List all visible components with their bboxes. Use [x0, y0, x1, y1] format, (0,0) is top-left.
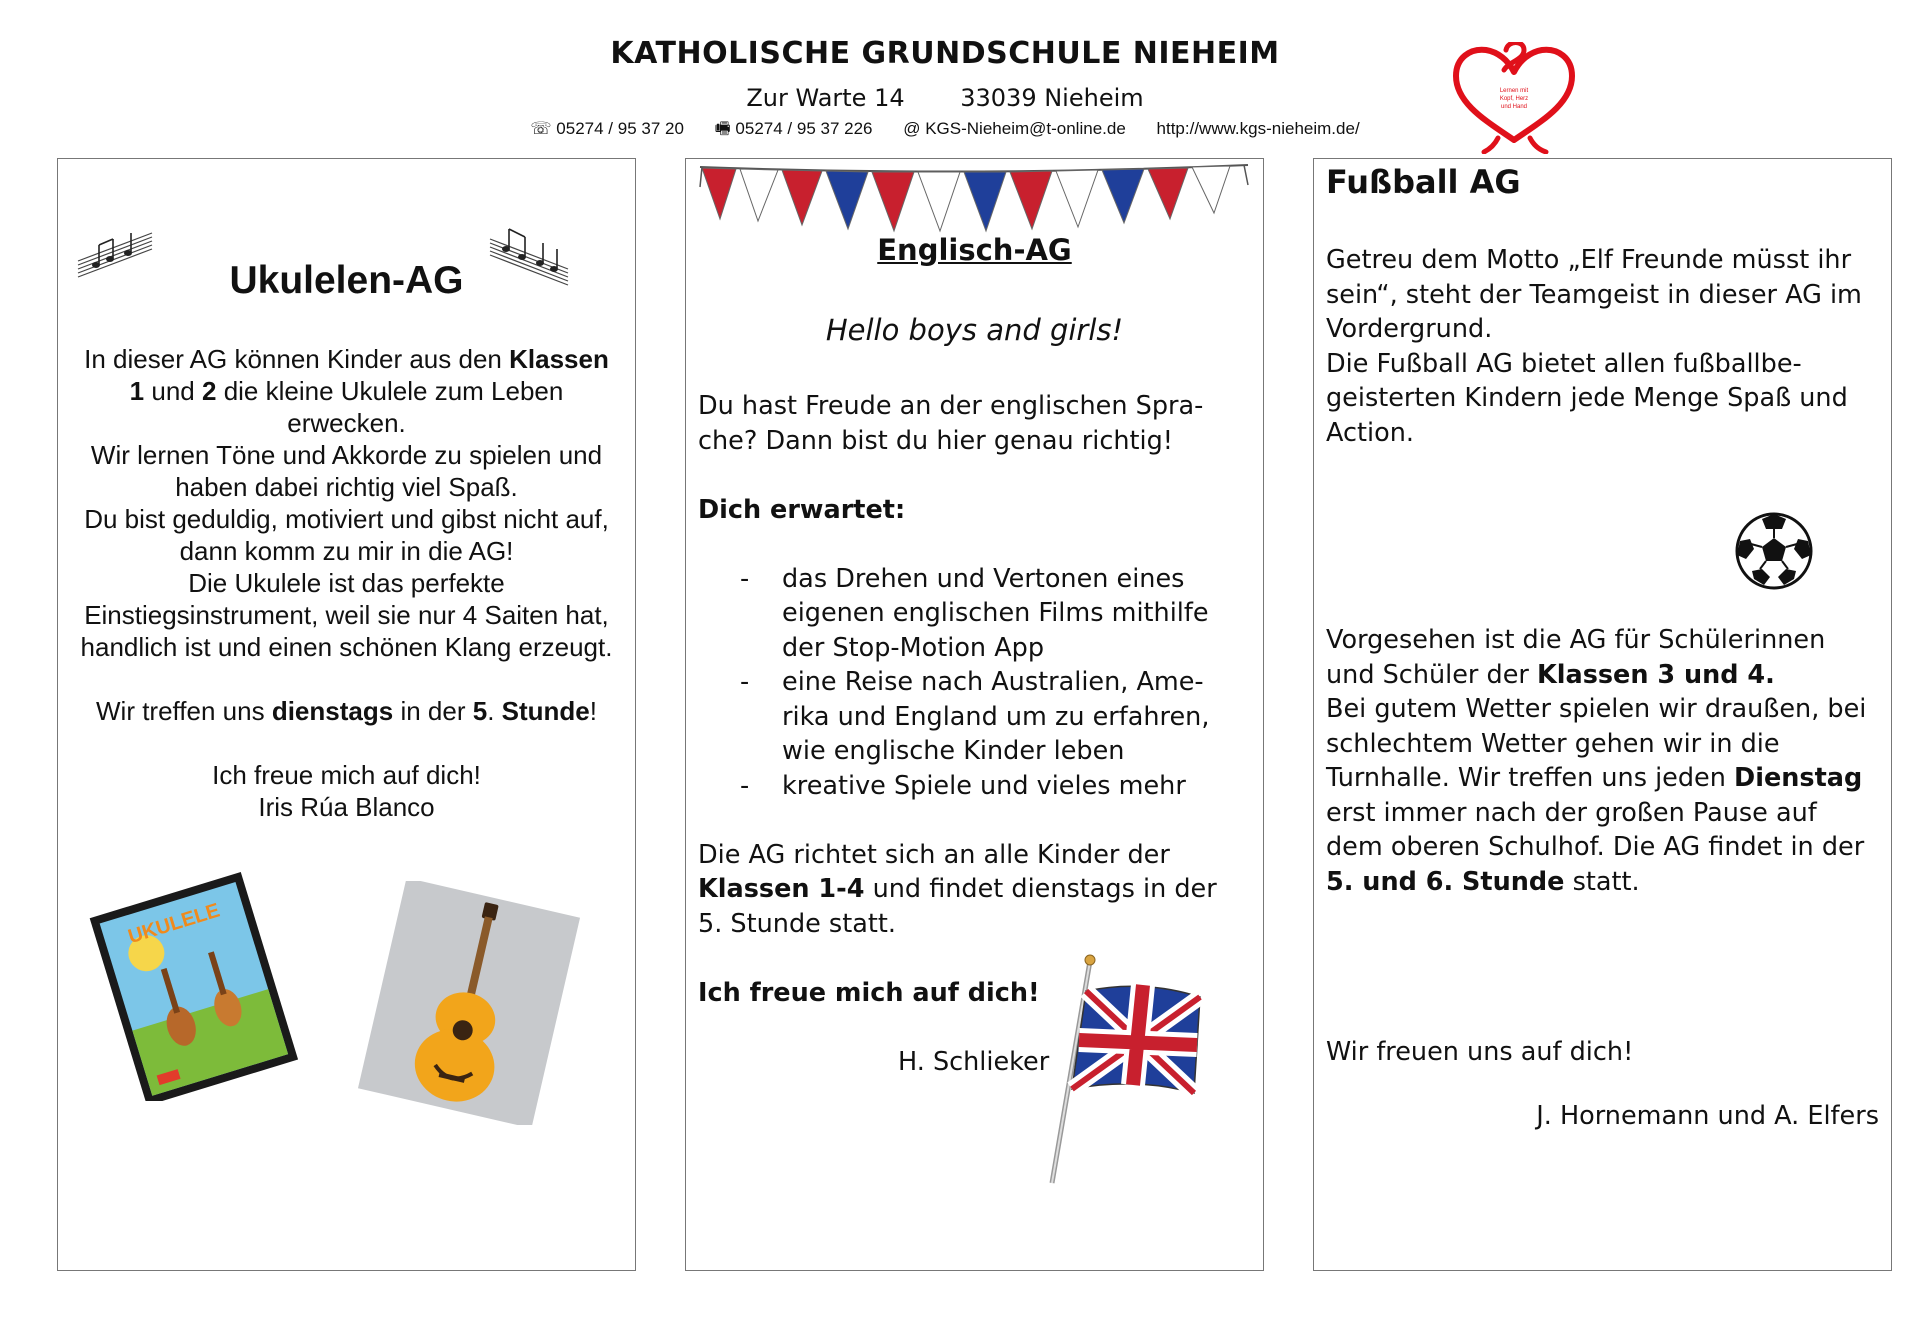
phone-number: ☏ 05274 / 95 37 20	[530, 119, 684, 138]
meet-lesson-number: 5	[472, 696, 488, 726]
ukulele-grade-1: Klassen 1	[129, 344, 609, 406]
ukulele-paragraph-4: Die Ukulele ist das perfekte Einstiegsinstrument, weil sie nur 4 Saiten hat, handlich ist und einen schönen Klang erzeugt.	[80, 568, 613, 662]
football-greeting: Wir freuen uns auf dich!	[1326, 1037, 1634, 1067]
meet-exclamation: !	[589, 696, 597, 726]
meet-text: Wir treffen uns	[96, 696, 265, 726]
english-grades: Klassen 1-4	[698, 874, 865, 904]
football-paragraph-2: Die Fußball AG bietet allen fußballbe-geisterten Kindern jede Menge Spaß und Action.	[1326, 348, 1848, 448]
football-target-group	[1326, 623, 1879, 692]
ukulele-intro-end: die kleine Ukulele zum Leben erwecken.	[223, 376, 564, 438]
english-title: Englisch-AG	[877, 233, 1072, 267]
ukulele-teacher: Iris Rúa Blanco	[258, 792, 435, 822]
football-panel	[1313, 158, 1892, 1271]
meet-dot: .	[487, 696, 495, 726]
bunting-garland-icon	[698, 161, 1250, 241]
english-description	[698, 389, 1249, 1010]
school-name: KATHOLISCHE GRUNDSCHULE NIEHEIM	[610, 36, 1280, 71]
english-target-end: und findet dienstags in der 5. Stunde statt.	[698, 874, 1217, 939]
union-jack-flag-icon	[1048, 953, 1230, 1189]
ukulele-closing: Ich freue mich auf dich!	[212, 760, 481, 790]
school-address	[0, 84, 1890, 112]
list-item: - kreative Spiele und vieles mehr	[698, 769, 1249, 804]
letterhead	[0, 0, 1920, 150]
ukulele-grade-2: 2	[201, 376, 217, 406]
ukulele-instrument-photo	[358, 881, 580, 1125]
ukulele-panel	[57, 158, 636, 1271]
ukulele-paragraph-2: Wir lernen Töne und Akkorde zu spielen und haben dabei richtig viel Spaß.	[90, 440, 603, 502]
meet-day: dienstags	[271, 696, 394, 726]
fax-number: 🖷 05274 / 95 37 226	[714, 119, 873, 138]
ukulele-book-title: UKULELE	[125, 899, 223, 949]
meet-lesson-label: Stunde	[501, 696, 590, 726]
meet-text-2: in der	[400, 696, 466, 726]
english-target-text: Die AG richtet sich an alle Kinder der	[698, 839, 1170, 870]
football-grades: Klassen 3 und 4.	[1536, 659, 1775, 690]
english-greeting: Hello boys and girls!	[825, 313, 1124, 347]
list-item: - eine Reise nach Australien, Ame-rika und England um zu erfahren, wie englische Kinder leben	[698, 665, 1249, 769]
ukulele-paragraph-3: Du bist geduldig, motiviert und gibst nicht auf, dann komm zu mir in die AG!	[84, 504, 609, 566]
svg-text:und Hand: und Hand	[1500, 104, 1528, 110]
ukulele-book-photo	[88, 871, 298, 1101]
english-teacher: H. Schlieker	[898, 1047, 1050, 1077]
english-panel	[685, 158, 1264, 1271]
english-expect-label	[698, 493, 1249, 528]
ukulele-description	[76, 343, 617, 823]
football-paragraph-1: Getreu dem Motto „Elf Freunde müsst ihr sein“, steht der Teamgeist in dieser AG im Vordergrund.	[1326, 245, 1862, 344]
contact-line	[0, 116, 1890, 145]
football-title: Fußball AG	[1326, 163, 1521, 201]
football-intro	[1326, 243, 1879, 450]
ukulele-title: Ukulelen-AG	[229, 259, 464, 302]
english-closing-text: Ich freue mich auf dich!	[698, 977, 1040, 1008]
football-time-end: statt.	[1572, 866, 1640, 897]
list-item: - das Drehen und Vertonen eines eigenen englischen Films mithilfe der Stop-Motion App	[698, 562, 1249, 666]
english-target-group	[698, 838, 1249, 942]
football-details	[1326, 623, 1879, 899]
football-teachers: J. Hornemann und A. Elfers	[1536, 1101, 1879, 1131]
email-link[interactable]: @ KGS-Nieheim@t-online.de	[903, 119, 1126, 138]
soccer-ball-icon	[1734, 511, 1814, 591]
english-intro: Du hast Freude an der englischen Spra-che? Dann bist du hier genau richtig!	[698, 391, 1204, 456]
svg-text:Lernen mit: Lernen mit	[1499, 88, 1529, 94]
school-logo-heart-icon	[1448, 42, 1580, 154]
ukulele-meeting-time	[76, 695, 617, 727]
school-city: 33039 Nieheim	[960, 84, 1144, 112]
football-time-text: erst immer nach der großen Pause auf dem oberen Schulhof. Die AG findet in der	[1326, 797, 1865, 862]
football-lesson-hours: 5. und 6. Stunde	[1326, 866, 1565, 897]
football-weather-text: Bei gutem Wetter spielen wir draußen, bei schlechtem Wetter gehen wir in die Turnhalle. Wir treffen uns jeden	[1326, 694, 1867, 793]
football-schedule	[1326, 692, 1879, 899]
english-activity-list	[698, 562, 1249, 804]
ukulele-intro-text: In dieser AG können Kinder aus den	[84, 344, 502, 374]
ukulele-intro	[76, 343, 617, 439]
ukulele-and: und	[151, 376, 195, 406]
football-target-text: Vorgesehen ist die AG für Schülerinnen und Schüler der	[1326, 625, 1826, 690]
football-day: Dienstag	[1734, 763, 1863, 793]
svg-text:Kopf, Herz: Kopf, Herz	[1499, 96, 1529, 102]
expect-label-text: Dich erwartet:	[698, 494, 906, 525]
school-street: Zur Warte 14	[746, 84, 905, 112]
website-link[interactable]: http://www.kgs-nieheim.de/	[1156, 119, 1360, 138]
